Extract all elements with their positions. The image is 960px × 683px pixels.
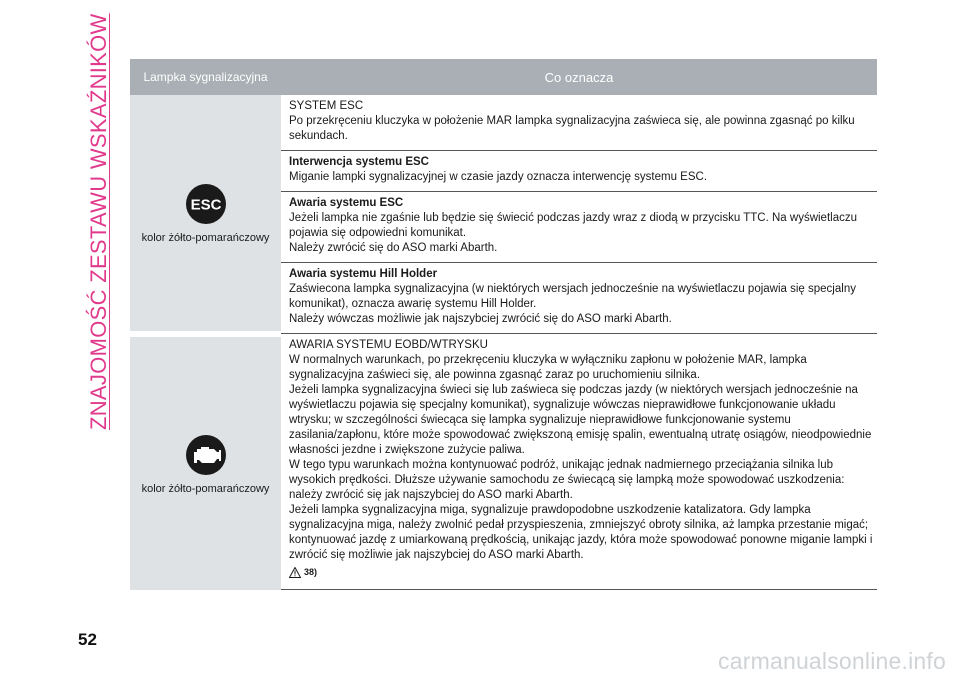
watermark: carmanualsonline.info	[718, 648, 946, 674]
meaning-block	[281, 334, 877, 590]
block-line: AWARIA SYSTEMU EOBD/WTRYSKU	[289, 339, 488, 351]
table-row	[130, 95, 877, 334]
lamp-color-label: kolor żółto-pomarańczowy	[141, 482, 270, 495]
lamp-color-label: kolor żółto-pomarańczowy	[141, 232, 270, 244]
meaning-block	[281, 95, 877, 151]
warning-reference	[289, 565, 317, 580]
block-heading: Awaria systemu Hill Holder	[289, 268, 438, 280]
section-side-title: ZNAJOMOŚĆ ZESTAWU WSKAŹNIKÓW	[86, 13, 111, 430]
block-line: Zaświecona lampka sygnalizacyjna (w niektórych wersjach jednocześnie na wyświetlaczu pojawia się specjalny komunikat), oznacza awarię systemu Hill Holder.	[289, 283, 856, 310]
page-number: 52	[78, 630, 97, 649]
meaning-cell	[281, 334, 877, 590]
esc-icon	[184, 182, 228, 226]
meaning-block	[281, 263, 877, 334]
block-line: Miganie lampki sygnalizacyjnej w czasie jazdy oznacza interwencję systemu ESC.	[289, 171, 708, 183]
block-line: Jeżeli lampka sygnalizacyjna świeci się lub zaświeca się podczas jazdy (w niektórych wersjach jednocześnie na wyświetlaczu pojawia się specjalny komunikat), sygnalizuje wówczas nieprawidłowe funkcjonowanie układu wtrysku; w szczególności świecąca się lampka sygnalizuje nieprawidłowe funkcjonowanie systemu zasilania/zapłonu, które może spowodować zwiększoną emisję spalin, ewentualną utratę osiągów, nieodpowiednie własności jezdne i zwiększone zużycie paliwa.	[289, 384, 872, 456]
block-heading: Interwencja systemu ESC	[289, 156, 429, 168]
block-line: Jeżeli lampka sygnalizacyjna miga, sygnalizuje prawdopodobne uszkodzenie katalizatora. Gdy lampka sygnalizacyjna miga, należy zwolnić pedał przyspieszenia, zmniejszyć obroty silnika, aż lampka przestanie migać; kontynuować jazdę z umiarkowaną prędkością, unikając jazdy, która może spowodować ponowne miganie lampki i zwrócić się możliwie jak najszybciej do ASO marki Abarth.	[289, 504, 873, 561]
meaning-block	[281, 192, 877, 263]
block-heading: Awaria systemu ESC	[289, 197, 404, 209]
svg-text:ESC: ESC	[190, 196, 221, 214]
warning-triangle-icon	[289, 567, 301, 578]
block-line: Należy wówczas możliwie jak najszybciej zwrócić się do ASO marki Abarth.	[289, 313, 672, 325]
engine-check-icon	[184, 433, 228, 477]
block-line: Należy zwrócić się do ASO marki Abarth.	[289, 242, 498, 254]
block-line: Po przekręceniu kluczyka w położenie MAR lampka sygnalizacyjna zaświeca się, ale powinna zgasnąć po kilku sekundach.	[289, 115, 855, 142]
meaning-block	[281, 151, 877, 192]
block-line: W normalnych warunkach, po przekręceniu kluczyka w wyłączniku zapłonu w położenie MAR, lampka sygnalizacyjna zaświeci się, ale powinna zgasnąć zaraz po uruchomieniu silnika.	[289, 354, 807, 381]
table-row	[130, 334, 877, 590]
block-line: SYSTEM ESC	[289, 100, 364, 112]
warning-reference-number: 38)	[304, 567, 318, 577]
block-line: Jeżeli lampka nie zgaśnie lub będzie się świecić podczas jazdy wraz z diodą w przycisku TTC. Na wyświetlaczu pojawia się odpowiedni komunikat.	[289, 212, 857, 239]
meaning-cell	[281, 95, 877, 334]
column-header-lamp: Lampka sygnalizacyjna	[130, 59, 281, 95]
lamp-cell	[130, 95, 281, 334]
lamp-cell	[130, 334, 281, 590]
block-line: W tego typu warunkach można kontynuować podróż, unikając jednak nadmiernego przeciążania silnika lub wysokich prędkości. Dłuższe używanie samochodu ze świecącą się lampką może spowodować uszkodzenia: należy zwrócić się jak najszybciej do ASO marki Abarth.	[289, 459, 845, 501]
column-header-meaning: Co oznacza	[281, 59, 877, 95]
warning-lamp-table	[130, 59, 877, 590]
